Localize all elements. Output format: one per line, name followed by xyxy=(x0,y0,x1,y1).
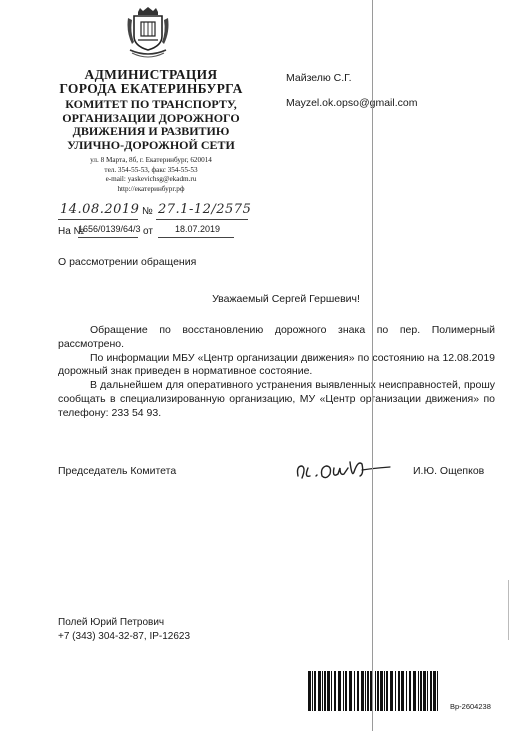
barcode-bar xyxy=(331,671,332,711)
barcode-bar xyxy=(375,671,376,711)
barcode-bar xyxy=(367,671,369,711)
barcode-bar xyxy=(361,671,364,711)
barcode-bar xyxy=(433,671,436,711)
org-name-block xyxy=(56,68,246,96)
barcode-bar xyxy=(314,671,316,711)
scan-fold-line xyxy=(372,0,373,731)
barcode-bar xyxy=(365,671,366,711)
letter-subject: О рассмотрении обращения xyxy=(58,256,197,268)
reference-date-label: от xyxy=(143,226,153,237)
barcode-bar xyxy=(384,671,385,711)
executor-block xyxy=(58,616,190,644)
barcode-bar xyxy=(390,671,393,711)
barcode-bar xyxy=(338,671,341,711)
registration-barcode xyxy=(306,671,440,711)
barcode-bar xyxy=(427,671,428,711)
postal-address: ул. 8 Марта, 8б, г. Екатеринбург, 620014 xyxy=(90,156,212,164)
barcode-bar xyxy=(406,671,407,711)
outgoing-date: 14.08.2019 xyxy=(60,202,140,217)
barcode-bar xyxy=(349,671,352,711)
department-line: КОМИТЕТ ПО ТРАНСПОРТУ, xyxy=(65,97,237,111)
executor-phone: +7 (343) 304-32-87, IP-12623 xyxy=(58,631,191,642)
department-line: ДВИЖЕНИЯ И РАЗВИТИЮ xyxy=(72,124,230,138)
barcode-bar xyxy=(437,671,438,711)
reference-number: 1656/0139/64/3 xyxy=(78,224,141,234)
barcode-bar xyxy=(420,671,422,711)
signatory-name: И.Ю. Ощепков xyxy=(413,465,485,477)
barcode-bar xyxy=(386,671,388,711)
date-underline xyxy=(58,219,138,220)
barcode-bar xyxy=(380,671,383,711)
coat-of-arms-emblem xyxy=(124,6,172,58)
body-paragraph: По информации МБУ «Центр организации движения» по состоянию на 12.08.2019 дорожный знак приведен в нормативное состояние. xyxy=(58,351,495,378)
body-paragraph: В дальнейшем для оперативного устранения выявленных неисправностей, прошу сообщать в специализированную организацию, МУ «Центр организации движения» по телефону: 233 54 93. xyxy=(58,379,495,419)
email-address: e-mail: yaskevichsg@ekadm.ru xyxy=(105,175,197,184)
barcode-bar xyxy=(334,671,336,711)
number-sign: № xyxy=(142,206,153,217)
barcode-bar xyxy=(324,671,326,711)
greeting: Уважаемый Сергей Гершевич! xyxy=(212,293,360,305)
barcode-number: Вр-2604238 xyxy=(450,702,491,711)
barcode-bar xyxy=(377,671,379,711)
department-name-block xyxy=(56,98,246,152)
barcode-bar xyxy=(409,671,411,711)
outgoing-number: 27.1-12/2575 xyxy=(158,202,252,217)
letter-body xyxy=(58,324,495,421)
barcode-bar xyxy=(413,671,416,711)
barcode-bar xyxy=(345,671,347,711)
reference-label: На № xyxy=(58,226,85,237)
barcode-bar xyxy=(430,671,432,711)
addressee-name: Майзелю С.Г. xyxy=(286,72,352,84)
department-line: УЛИЧНО-ДОРОЖНОЙ СЕТИ xyxy=(67,137,235,152)
reference-date: 18.07.2019 xyxy=(175,224,221,234)
barcode-bar xyxy=(354,671,355,711)
reference-number-underline xyxy=(78,237,138,238)
org-city-line: ГОРОДА ЕКАТЕРИНБУРГА xyxy=(59,81,243,96)
barcode-bar xyxy=(398,671,400,711)
website-link: http://екатеринбург.рф xyxy=(117,184,185,193)
barcode-bar xyxy=(322,671,323,711)
handwritten-signature xyxy=(292,454,392,486)
org-name-line: АДМИНИСТРАЦИЯ xyxy=(84,67,218,82)
addressee-email: Mayzel.ok.opso@gmail.com xyxy=(286,97,418,109)
reference-date-underline xyxy=(158,237,234,238)
barcode-bar xyxy=(357,671,359,711)
barcode-bar xyxy=(401,671,404,711)
barcode-bar xyxy=(327,671,330,711)
barcode-bar xyxy=(308,671,311,711)
barcode-bar xyxy=(318,671,321,711)
scan-edge-line xyxy=(508,580,509,640)
number-underline xyxy=(156,219,248,220)
contacts-block xyxy=(56,156,246,194)
barcode-bar xyxy=(312,671,313,711)
executor-name: Полей Юрий Петрович xyxy=(58,617,165,628)
barcode-bar xyxy=(418,671,419,711)
body-paragraph: Обращение по восстановлению дорожного знака по пер. Полимерный рассмотрено. xyxy=(58,324,495,350)
barcode-bar xyxy=(423,671,426,711)
phone-fax: тел. 354-55-53, факс 354-55-53 xyxy=(104,165,198,174)
barcode-bar xyxy=(343,671,344,711)
department-line: ОРГАНИЗАЦИИ ДОРОЖНОГО xyxy=(62,110,240,125)
signatory-title: Председатель Комитета xyxy=(58,465,177,477)
barcode-bar xyxy=(395,671,396,711)
